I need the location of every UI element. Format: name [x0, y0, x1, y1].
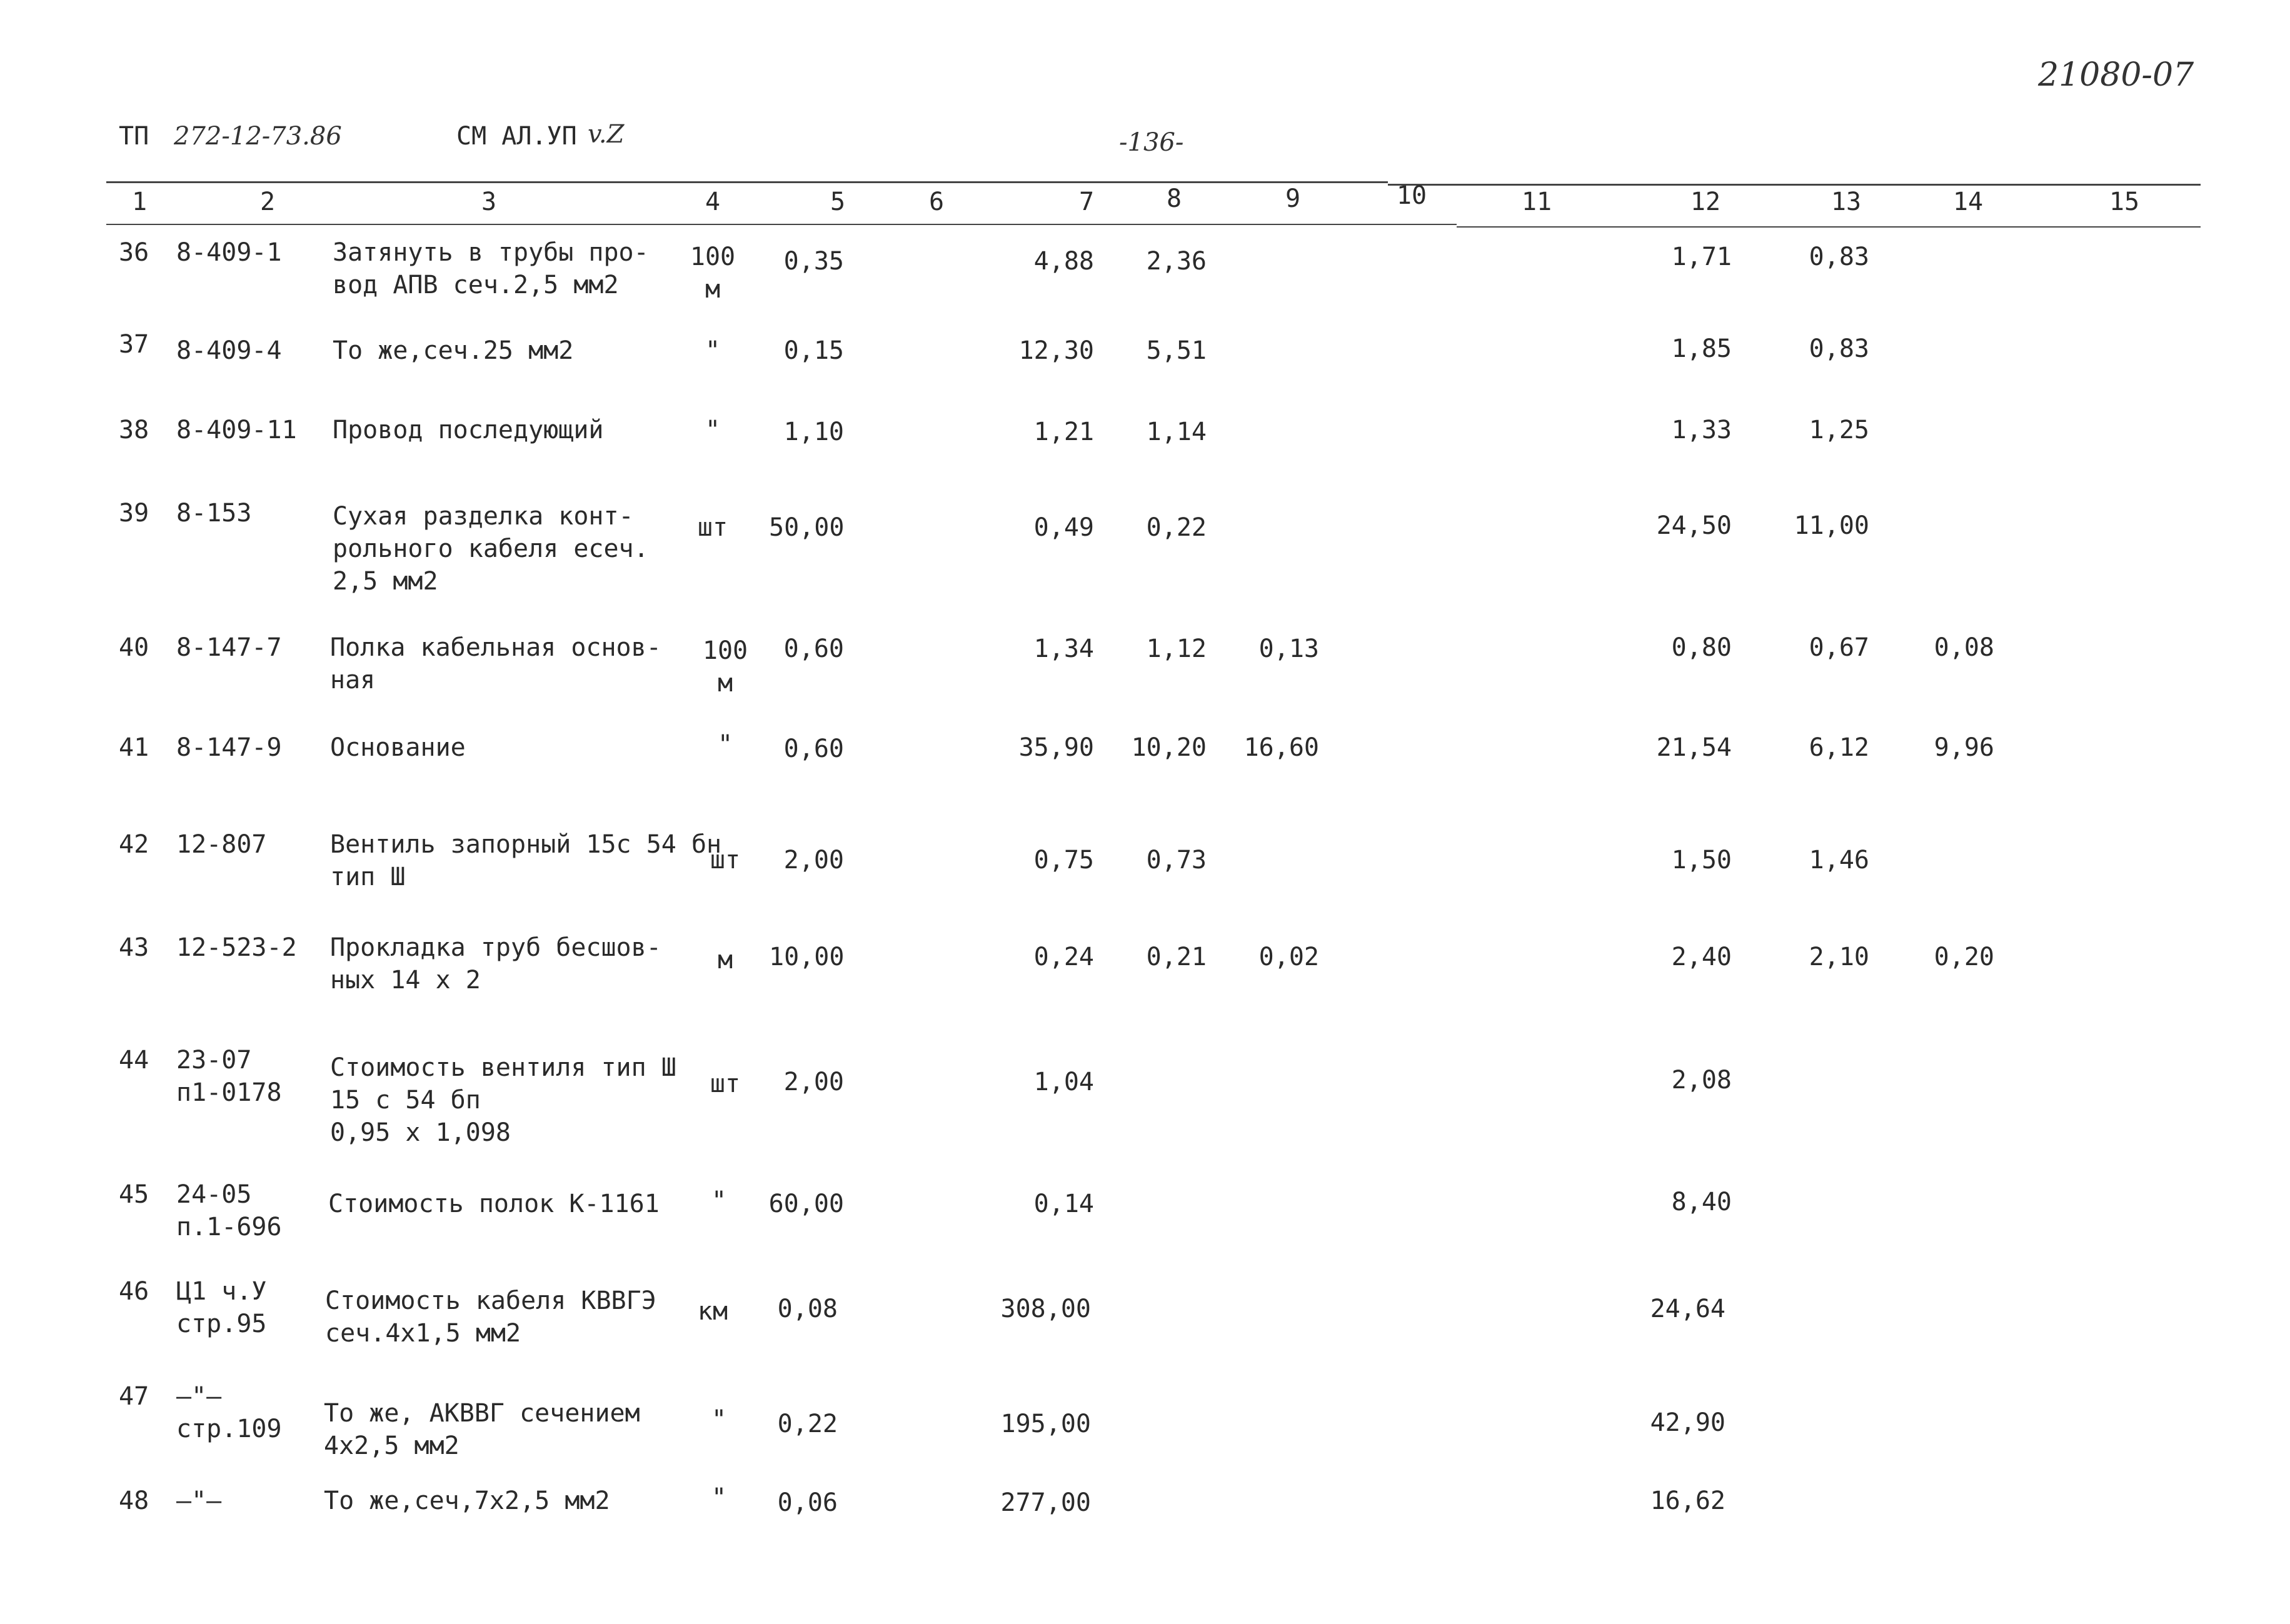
column-number: 10: [1396, 181, 1427, 210]
unit: ": [705, 336, 721, 365]
quantity: 0,60: [783, 634, 844, 663]
work-description: Стоимость полок К-1161: [328, 1190, 660, 1218]
work-description: То же,сеч,7х2,5 мм2: [324, 1486, 610, 1515]
column-number: 14: [1952, 188, 1984, 216]
col-7: 4,88: [1033, 247, 1094, 276]
col-7: 0,49: [1033, 513, 1094, 542]
col-14: 0,20: [1934, 943, 1994, 971]
quantity: 0,35: [783, 247, 844, 276]
column-number: 4: [705, 188, 721, 216]
col-12: 42,90: [1650, 1408, 1725, 1437]
col-13: 0,67: [1809, 633, 1869, 662]
work-description: Прокладка труб бесшов- ных 14 х 2: [330, 933, 661, 995]
quantity: 2,00: [783, 846, 844, 875]
col-8: 1,14: [1146, 418, 1207, 446]
quantity: 0,22: [777, 1410, 838, 1438]
col-12: 24,50: [1656, 511, 1732, 540]
col-8: 2,36: [1146, 247, 1207, 276]
album-code: СМ АЛ.УП: [456, 122, 577, 151]
col-13: 11,00: [1794, 511, 1869, 540]
col-13: 0,83: [1809, 334, 1869, 363]
quantity: 0,08: [777, 1295, 838, 1323]
col-12: 1,33: [1671, 416, 1732, 444]
col-12: 2,40: [1671, 943, 1732, 971]
archive-number: 21080-07: [2038, 56, 2194, 94]
col-14: 0,08: [1934, 633, 1994, 662]
col-13: 1,46: [1809, 846, 1869, 875]
norm-code: —"— стр.109: [176, 1382, 282, 1443]
work-description: Стоимость кабеля КВВГЭ сеч.4х1,5 мм2: [325, 1286, 656, 1348]
norm-code: 8-147-7: [176, 633, 282, 662]
norm-code: 23-07 п1-0178: [176, 1046, 282, 1107]
work-description: Полка кабельная основ- ная: [330, 633, 661, 694]
col-8: 0,22: [1146, 513, 1207, 542]
work-description: Затянуть в трубы про- вод АПВ сеч.2,5 мм2: [333, 238, 649, 299]
quantity: 0,15: [783, 336, 844, 365]
col-8: 5,51: [1146, 336, 1207, 365]
quantity: 0,60: [783, 734, 844, 763]
quantity: 60,00: [768, 1190, 844, 1218]
row-number: 36: [119, 238, 149, 267]
col-12: 2,08: [1671, 1066, 1732, 1095]
quantity: 10,00: [769, 943, 845, 971]
header-bottom-rule: [106, 224, 1457, 225]
col-12: 8,40: [1671, 1188, 1732, 1216]
unit: км: [697, 1297, 728, 1326]
norm-code: Ц1 ч.У стр.95: [176, 1277, 267, 1338]
quantity: 2,00: [783, 1068, 844, 1096]
row-number: 41: [119, 733, 149, 762]
row-number: 43: [119, 933, 149, 962]
col-7: 195,00: [1000, 1410, 1091, 1438]
row-number: 44: [119, 1046, 149, 1075]
col-8: 10,20: [1131, 733, 1207, 762]
row-number: 40: [119, 633, 149, 662]
work-description: Основание: [330, 733, 466, 762]
norm-code: 12-807: [176, 830, 267, 859]
header-bottom-rule-right: [1457, 226, 2201, 228]
col-7: 308,00: [1000, 1295, 1091, 1323]
norm-code: 8-153: [176, 499, 252, 528]
column-number: 7: [1078, 188, 1095, 216]
row-number: 38: [119, 416, 149, 444]
col-9: 16,60: [1243, 733, 1319, 762]
norm-code: 8-409-4: [176, 336, 282, 365]
col-12: 24,64: [1650, 1295, 1725, 1323]
col-7: 0,14: [1033, 1190, 1094, 1218]
col-8: 1,12: [1146, 634, 1207, 663]
unit: ": [711, 1186, 727, 1215]
col-13: 0,83: [1809, 243, 1869, 271]
row-number: 42: [119, 830, 149, 859]
norm-code: —"—: [176, 1486, 222, 1515]
unit: ": [711, 1483, 727, 1512]
col-13: 1,25: [1809, 416, 1869, 444]
col-12: 1,50: [1671, 846, 1732, 875]
norm-code: 8-147-9: [176, 733, 282, 762]
row-number: 37: [119, 330, 149, 359]
doc-code: ТП: [119, 122, 149, 151]
header-top-rule-right: [1388, 184, 2201, 186]
col-12: 0,80: [1671, 633, 1732, 662]
column-number: 8: [1166, 184, 1182, 213]
col-8: 0,21: [1146, 943, 1207, 971]
quantity: 0,06: [777, 1488, 838, 1517]
col-7: 1,34: [1033, 634, 1094, 663]
work-description: Сухая разделка конт- рольного кабеля есеч. 2,5 мм2: [333, 502, 649, 596]
unit: шт: [710, 1070, 741, 1098]
row-number: 47: [119, 1382, 149, 1411]
col-13: 6,12: [1809, 733, 1869, 762]
column-number: 13: [1830, 188, 1862, 216]
column-number: 3: [481, 188, 497, 216]
quantity: 50,00: [769, 513, 845, 542]
work-description: То же, АКВВГ сечением 4х2,5 мм2: [324, 1399, 640, 1460]
unit: 100 м: [690, 243, 736, 304]
norm-code: 8-409-1: [176, 238, 282, 267]
norm-code: 12-523-2: [176, 933, 297, 962]
column-number: 2: [259, 188, 276, 216]
work-description: То же,сеч.25 мм2: [333, 336, 574, 365]
col-12: 21,54: [1656, 733, 1732, 762]
work-description: Стоимость вентиля тип Ш 15 с 54 бп 0,95 х 1,098: [330, 1053, 676, 1147]
col-12: 1,85: [1671, 334, 1732, 363]
column-number: 12: [1690, 188, 1721, 216]
unit: шт: [710, 846, 741, 875]
work-description: Провод последующий: [333, 416, 604, 444]
column-number: 9: [1285, 184, 1301, 213]
unit: ": [711, 1405, 727, 1434]
col-7: 0,75: [1033, 846, 1094, 875]
col-9: 0,13: [1258, 634, 1319, 663]
column-number: 1: [131, 188, 148, 216]
unit: м: [717, 946, 733, 975]
row-number: 39: [119, 499, 149, 528]
column-number: 6: [928, 188, 945, 216]
unit: ": [705, 416, 721, 444]
norm-code: 24-05 п.1-696: [176, 1180, 282, 1241]
col-7: 12,30: [1018, 336, 1094, 365]
column-number: 15: [2109, 188, 2140, 216]
col-7: 277,00: [1000, 1488, 1091, 1517]
unit: ": [717, 730, 733, 759]
col-8: 0,73: [1146, 846, 1207, 875]
quantity: 1,10: [783, 418, 844, 446]
work-description: Вентиль запорный 15с 54 бн тип Ш: [330, 830, 722, 891]
volume-mark: v.Z: [588, 120, 625, 149]
col-13: 2,10: [1809, 943, 1869, 971]
col-12: 1,71: [1671, 243, 1732, 271]
row-number: 46: [119, 1277, 149, 1306]
col-7: 35,90: [1018, 733, 1094, 762]
col-7: 0,24: [1033, 943, 1094, 971]
column-number: 11: [1521, 188, 1552, 216]
norm-code: 8-409-11: [176, 416, 297, 444]
page-number: -136-: [1119, 128, 1184, 157]
col-7: 1,21: [1033, 418, 1094, 446]
unit: 100 м: [702, 636, 748, 698]
row-number: 48: [119, 1486, 149, 1515]
column-number: 5: [830, 188, 846, 216]
col-7: 1,04: [1033, 1068, 1094, 1096]
header-top-rule: [106, 181, 1388, 183]
col-14: 9,96: [1934, 733, 1994, 762]
col-9: 0,02: [1258, 943, 1319, 971]
unit: шт: [697, 513, 728, 542]
row-number: 45: [119, 1180, 149, 1209]
col-12: 16,62: [1650, 1486, 1725, 1515]
doc-number: 272-12-73.86: [174, 122, 342, 151]
